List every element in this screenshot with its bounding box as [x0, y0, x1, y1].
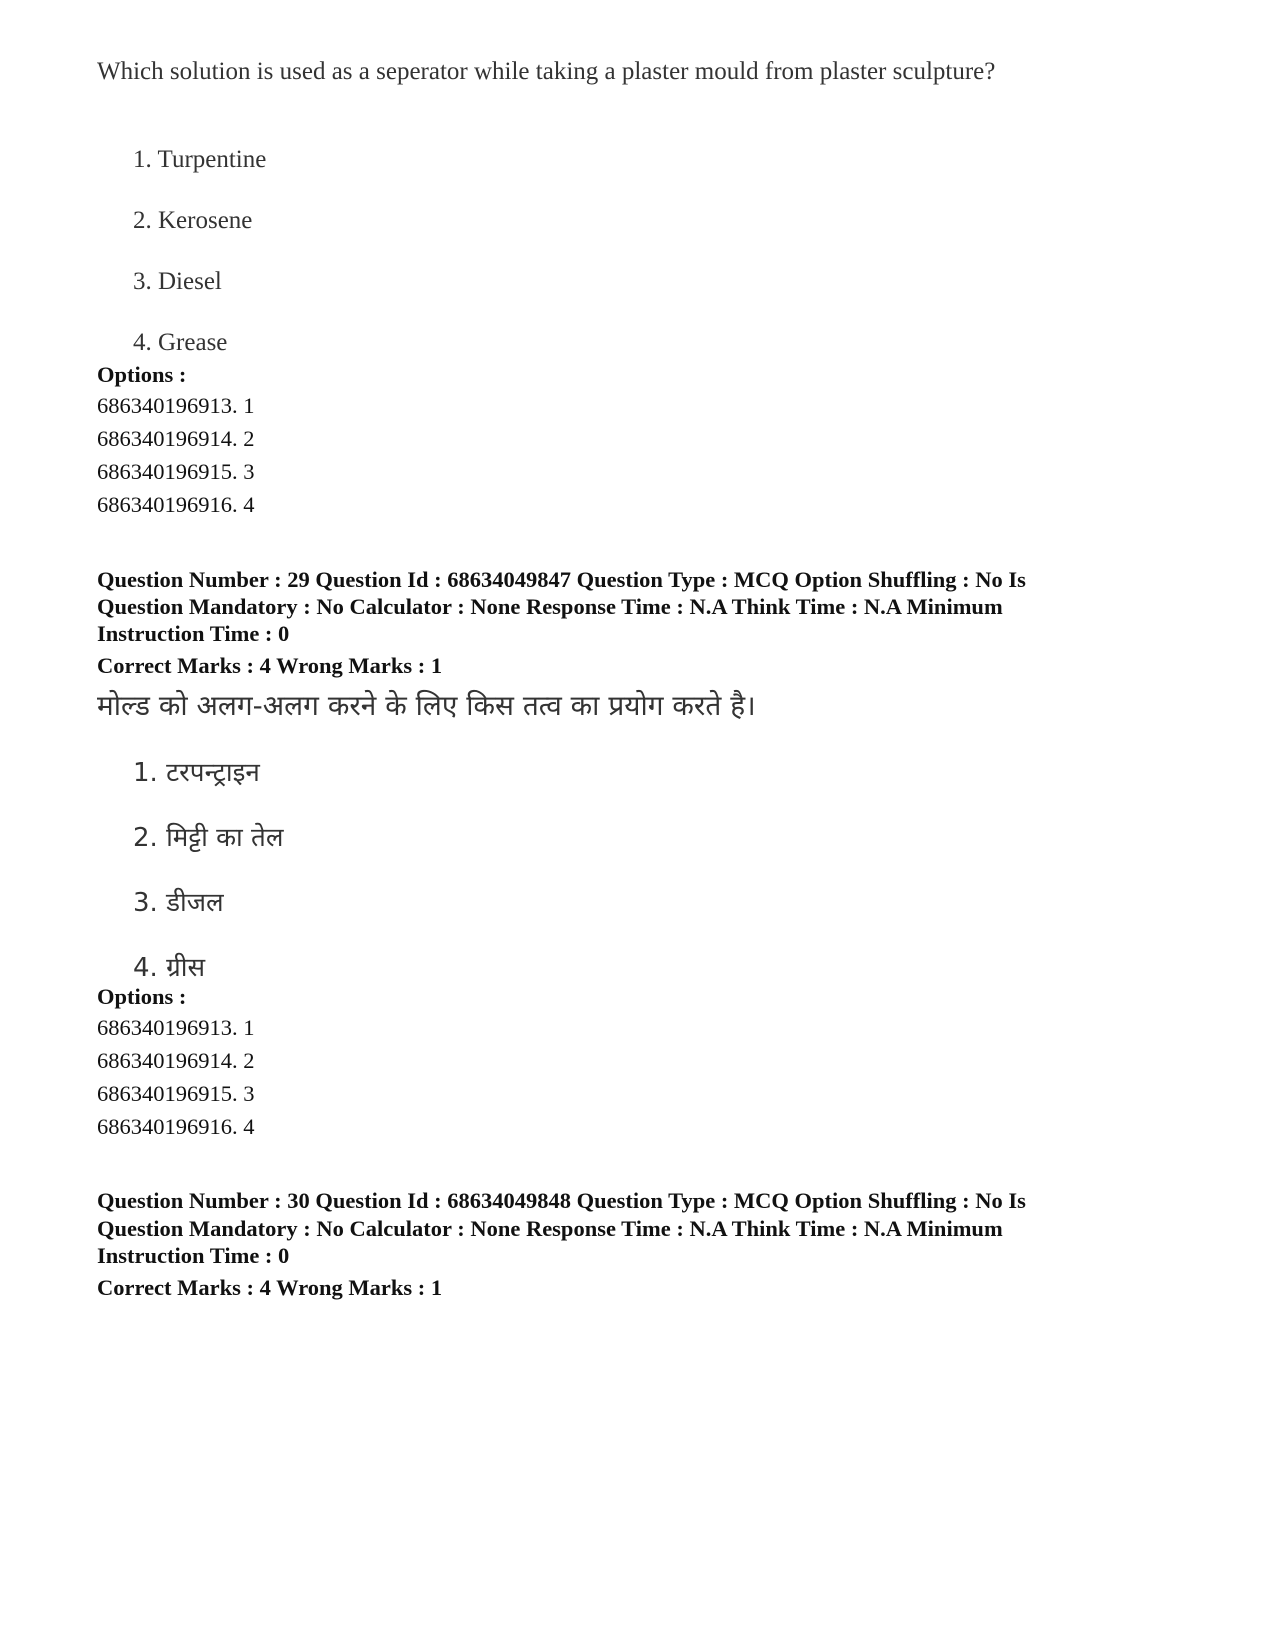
q30-meta-line-2: Question Mandatory : No Calculator : None Response Time : N.A Think Time : N.A Minimum [97, 1216, 1003, 1241]
q29-meta-line-2: Question Mandatory : No Calculator : None Response Time : N.A Think Time : N.A Minimum [97, 594, 1003, 619]
q29-options-label: Options : [97, 984, 187, 1009]
q29-meta-line-3: Instruction Time : 0 [97, 621, 290, 646]
q29-choice-4: 4. ग्रीस [133, 953, 206, 983]
q29-marks: Correct Marks : 4 Wrong Marks : 1 [97, 653, 443, 678]
q28-option-1: 686340196913. 1 [97, 393, 255, 418]
q29-meta-line-1: Question Number : 29 Question Id : 68634049847 Question Type : MCQ Option Shuffling : No Is [97, 567, 1026, 592]
q30-meta-line-3: Instruction Time : 0 [97, 1243, 290, 1268]
q29-option-2: 686340196914. 2 [97, 1048, 255, 1073]
q28-option-2: 686340196914. 2 [97, 426, 255, 451]
q28-choice-3: 3. Diesel [133, 268, 222, 295]
q30-meta-line-1: Question Number : 30 Question Id : 68634049848 Question Type : MCQ Option Shuffling : No Is [97, 1188, 1026, 1213]
q28-option-3: 686340196915. 3 [97, 459, 255, 484]
q29-choice-3: 3. डीजल [133, 888, 224, 918]
q28-options-label: Options : [97, 362, 187, 387]
q30-marks: Correct Marks : 4 Wrong Marks : 1 [97, 1275, 443, 1300]
q28-question-text: Which solution is used as a seperator while taking a plaster mould from plaster sculpture? [97, 58, 996, 85]
q28-choice-4: 4. Grease [133, 329, 228, 356]
q29-question-text: मोल्ड को अलग-अलग करने के लिए किस तत्व का प्रयोग करते है। [97, 689, 756, 722]
q28-choice-1: 1. Turpentine [133, 146, 267, 173]
q28-option-4: 686340196916. 4 [97, 492, 255, 517]
q28-choice-2: 2. Kerosene [133, 207, 253, 234]
q29-option-4: 686340196916. 4 [97, 1114, 255, 1139]
q29-choice-1: 1. टरपन्ट्राइन [133, 758, 260, 788]
q29-option-3: 686340196915. 3 [97, 1081, 255, 1106]
q29-option-1: 686340196913. 1 [97, 1015, 255, 1040]
q29-choice-2: 2. मिट्टी का तेल [133, 823, 284, 853]
